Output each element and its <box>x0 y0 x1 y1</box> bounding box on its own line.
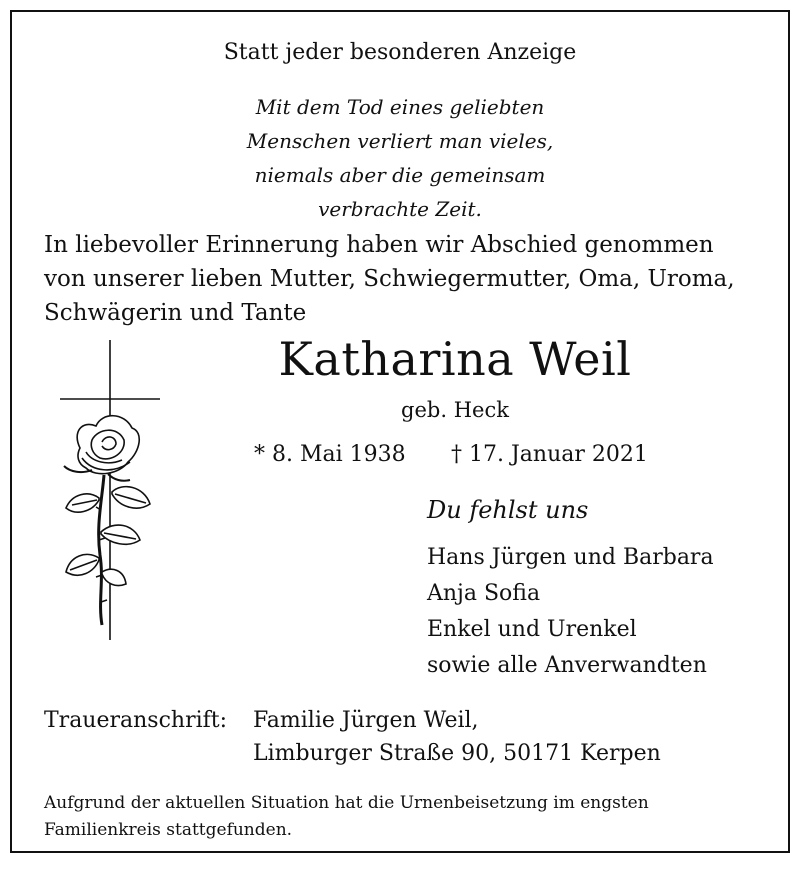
mourners-list <box>427 540 714 684</box>
quote-line: verbrachte Zeit. <box>318 197 482 221</box>
mourner-entry: Anja Sofia <box>427 581 541 606</box>
address-label: Traueranschrift: <box>44 708 228 733</box>
birth-name: geb. Heck <box>401 398 509 422</box>
quote-line: Menschen verliert man vieles, <box>246 129 554 153</box>
mourner-entry: sowie alle Anverwandten <box>427 653 707 678</box>
address-line: Familie Jürgen Weil, <box>253 708 479 733</box>
death-date: † 17. Januar 2021 <box>451 442 648 467</box>
memorial-quote <box>0 90 800 226</box>
quote-line: Mit dem Tod eines geliebten <box>255 95 545 119</box>
burial-note <box>44 790 649 844</box>
mourner-entry: Hans Jürgen und Barbara <box>427 545 714 570</box>
notice-header: Statt jeder besonderen Anzeige <box>223 40 577 65</box>
intro-line: Schwägerin und Tante <box>44 300 307 326</box>
mourner-entry: Enkel und Urenkel <box>427 617 637 642</box>
intro-line: In liebevoller Erinnerung haben wir Abschied genommen <box>44 232 714 258</box>
quote-line: niemals aber die gemeinsam <box>254 163 546 187</box>
cross-with-rose-icon <box>52 340 172 680</box>
address-line: Limburger Straße 90, 50171 Kerpen <box>253 741 661 766</box>
deceased-name: Katharina Weil <box>278 332 632 386</box>
intro-text <box>44 228 735 330</box>
miss-you-line: Du fehlst uns <box>427 496 589 524</box>
note-line: Familienkreis stattgefunden. <box>44 820 293 840</box>
intro-line: von unserer lieben Mutter, Schwiegermutter, Oma, Uroma, <box>44 266 735 292</box>
birth-date: * 8. Mai 1938 <box>254 442 406 467</box>
note-line: Aufgrund der aktuellen Situation hat die Urnenbeisetzung im engsten <box>44 793 649 813</box>
